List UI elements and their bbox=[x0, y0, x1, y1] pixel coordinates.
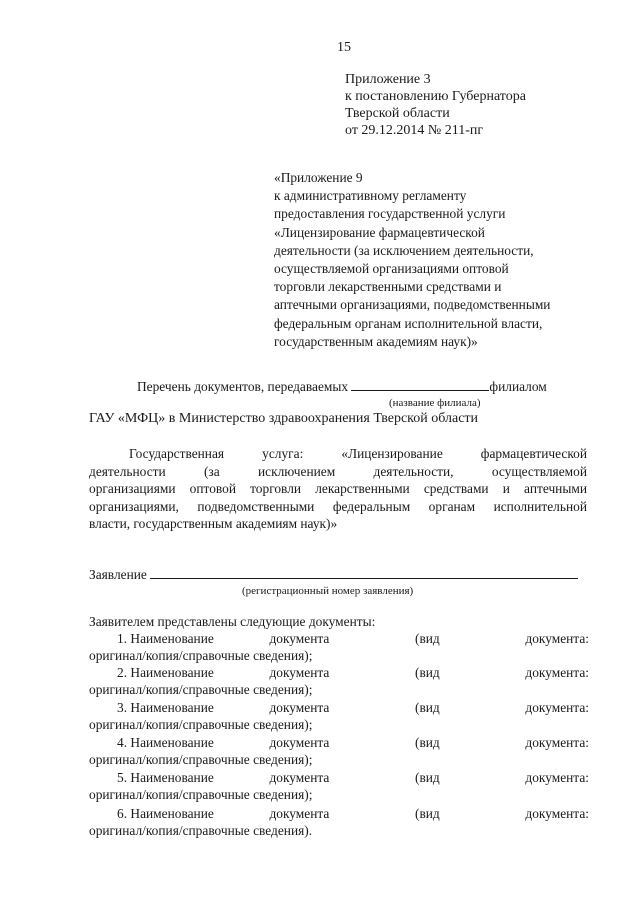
item-word: (вид bbox=[414, 806, 440, 821]
statement-caption: (регистрационный номер заявления) bbox=[242, 585, 414, 597]
item-word: (вид bbox=[414, 735, 440, 750]
item-number: 6. bbox=[117, 806, 128, 821]
statement-line bbox=[89, 566, 578, 583]
paragraph-line: организациями, подведомственными федеральным органам исполнительной bbox=[89, 498, 587, 514]
branch-name-blank bbox=[351, 378, 489, 391]
statement-number-blank bbox=[150, 566, 578, 579]
item-line2: оригинал/копия/справочные сведения); bbox=[89, 717, 313, 732]
list-item bbox=[89, 665, 589, 699]
list-item bbox=[89, 770, 589, 804]
item-word: документа: bbox=[525, 806, 589, 821]
item-word: Наименование bbox=[130, 665, 214, 680]
appendix-9-line: деятельности (за исключением деятельности, bbox=[274, 242, 534, 258]
appendix-9-line: аптечными организациями, подведомственными bbox=[274, 297, 551, 313]
list-item bbox=[89, 700, 589, 734]
item-number: 3. bbox=[117, 700, 128, 715]
item-word: документа bbox=[269, 770, 330, 785]
list-item bbox=[89, 631, 589, 665]
item-word: Наименование bbox=[130, 770, 214, 785]
item-word: документа bbox=[269, 631, 330, 646]
item-line2: оригинал/копия/справочные сведения); bbox=[89, 787, 313, 802]
appendix-9-line: предоставления государственной услуги bbox=[274, 206, 506, 222]
paragraph-line: власти, государственным академиям наук)» bbox=[89, 516, 338, 532]
item-number: 4. bbox=[117, 735, 128, 750]
item-word: (вид bbox=[414, 700, 440, 715]
branch-name-caption: (название филиала) bbox=[389, 397, 481, 409]
list-item bbox=[89, 735, 589, 769]
appendix-3-header bbox=[345, 72, 526, 140]
item-word: Наименование bbox=[130, 631, 214, 646]
appendix-3-line: к постановлению Губернатора bbox=[345, 89, 526, 104]
document-heading-line2: ГАУ «МФЦ» в Министерство здравоохранения Тверской области bbox=[89, 411, 479, 426]
page-number: 15 bbox=[337, 40, 351, 55]
heading-prefix: Перечень документов, передаваемых bbox=[137, 379, 349, 394]
item-word: Наименование bbox=[130, 806, 214, 821]
statement-label: Заявление bbox=[89, 567, 147, 582]
item-word: документа: bbox=[525, 770, 589, 785]
appendix-9-header bbox=[274, 170, 550, 352]
item-line2: оригинал/копия/справочные сведения); bbox=[89, 682, 313, 697]
item-word: документа: bbox=[525, 631, 589, 646]
item-number: 1. bbox=[117, 631, 128, 646]
item-line2: оригинал/копия/справочные сведения); bbox=[89, 648, 313, 663]
appendix-3-line: от 29.12.2014 № 211-пг bbox=[345, 123, 484, 138]
paragraph-line: Государственная услуга: «Лицензирование фармацевтической bbox=[129, 446, 587, 461]
item-number: 5. bbox=[117, 770, 128, 785]
item-line2: оригинал/копия/справочные сведения). bbox=[89, 823, 313, 838]
appendix-3-line: Приложение 3 bbox=[345, 72, 431, 87]
item-word: (вид bbox=[414, 665, 440, 680]
list-item bbox=[89, 806, 589, 840]
item-word: документа bbox=[269, 665, 330, 680]
item-word: документа: bbox=[525, 665, 589, 680]
item-word: документа: bbox=[525, 735, 589, 750]
item-word: документа bbox=[269, 700, 330, 715]
paragraph-line: организациями оптовой торговли лекарственными средствами и аптечными bbox=[89, 481, 587, 497]
appendix-9-line: государственным академиям наук)» bbox=[274, 333, 478, 349]
item-number: 2. bbox=[117, 665, 128, 680]
item-line2: оригинал/копия/справочные сведения); bbox=[89, 752, 313, 767]
heading-suffix: филиалом bbox=[489, 379, 547, 394]
appendix-3-line: Тверской области bbox=[345, 106, 450, 121]
item-word: документа: bbox=[525, 700, 589, 715]
service-paragraph bbox=[89, 446, 587, 534]
paragraph-line: деятельности (за исключением деятельности, осуществляемой bbox=[89, 463, 587, 479]
appendix-9-line: торговли лекарственными средствами и bbox=[274, 279, 502, 295]
documents-intro: Заявителем представлены следующие документы: bbox=[89, 614, 376, 629]
appendix-9-line: «Приложение 9 bbox=[274, 170, 363, 185]
item-word: Наименование bbox=[130, 700, 214, 715]
appendix-9-line: к административному регламенту bbox=[274, 188, 467, 204]
item-word: документа bbox=[269, 806, 330, 821]
item-word: (вид bbox=[414, 770, 440, 785]
appendix-9-line: федеральным органам исполнительной власти, bbox=[274, 315, 543, 331]
appendix-9-line: «Лицензирование фармацевтической bbox=[274, 224, 485, 240]
item-word: (вид bbox=[414, 631, 440, 646]
item-word: документа bbox=[269, 735, 330, 750]
document-heading-line1 bbox=[137, 378, 547, 395]
appendix-9-line: осуществляемой организациями оптовой bbox=[274, 260, 509, 276]
item-word: Наименование bbox=[130, 735, 214, 750]
